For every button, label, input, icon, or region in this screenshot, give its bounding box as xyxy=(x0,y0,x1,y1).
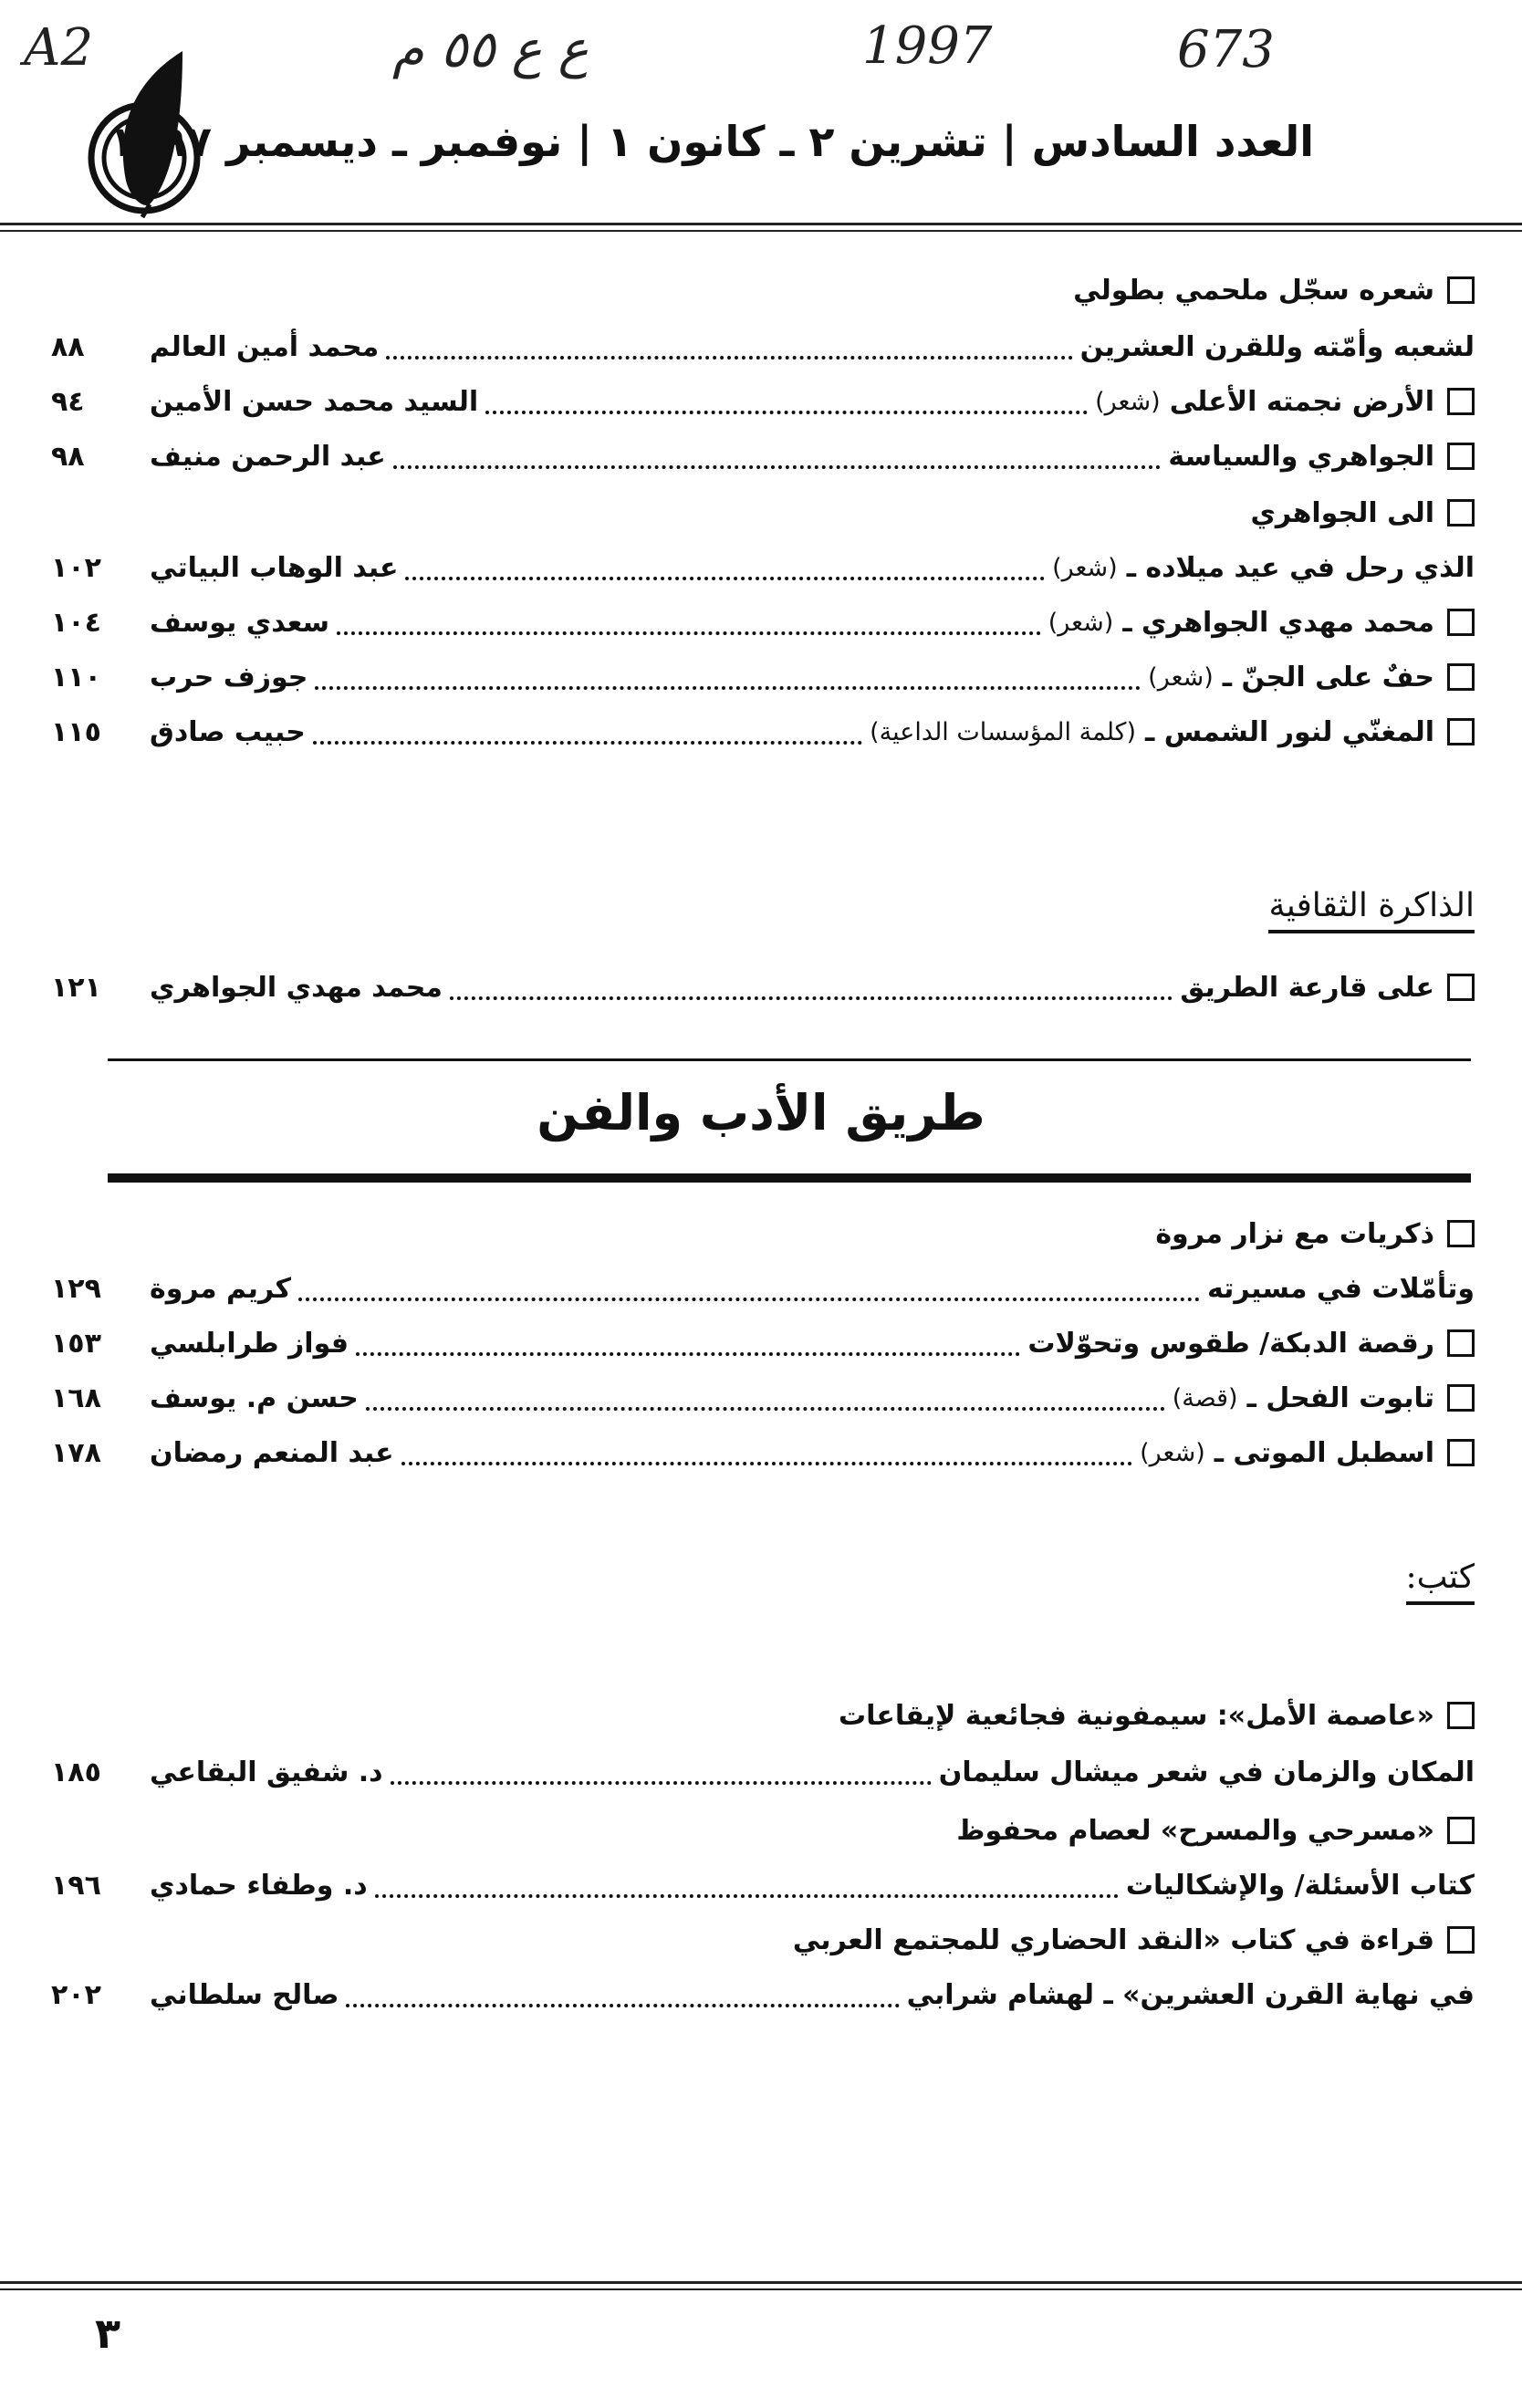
entry-title: المغنّي لنور الشمس ـ xyxy=(1145,715,1434,748)
toc-group-literature xyxy=(51,1208,1475,1491)
toc-entry[interactable] xyxy=(51,376,1475,427)
entry-title: وتأمّلات في مسيرته xyxy=(1206,1272,1475,1305)
section-heading-text: كتب: xyxy=(1405,1558,1475,1596)
page-number: ٣ xyxy=(95,2309,121,2358)
toc-entry[interactable] xyxy=(51,1969,1475,2020)
leader-dots xyxy=(386,347,1072,360)
entry-title: تابوت الفحل ـ xyxy=(1246,1381,1434,1414)
leader-dots xyxy=(337,622,1041,635)
entry-title: «عاصمة الأمل»: سيمفونية فجائعية لإيقاعات xyxy=(838,1699,1434,1732)
entry-page: ١٨٥ xyxy=(51,1756,101,1788)
entry-title: الجواهري والسياسة xyxy=(1168,440,1434,473)
entry-page: ٢٠٢ xyxy=(51,1978,101,2011)
toc-entry[interactable] xyxy=(51,1914,1475,1965)
entry-title: قراءة في كتاب «النقد الحضاري للمجتمع العربي xyxy=(792,1923,1434,1956)
entry-page: ١١٥ xyxy=(51,715,101,748)
leader-dots xyxy=(366,1398,1165,1411)
entry-genre-tag: (قصة) xyxy=(1172,1383,1238,1412)
toc-entry[interactable] xyxy=(51,1427,1475,1478)
checkbox-icon xyxy=(1447,1329,1475,1357)
entry-author: السيد محمد حسن الأمين xyxy=(150,385,479,418)
toc-entry[interactable] xyxy=(51,1208,1475,1259)
entry-author: عبد الوهاب البياتي xyxy=(150,551,399,584)
entry-title: حفٌ على الجنّ ـ xyxy=(1222,661,1434,693)
checkbox-icon xyxy=(1447,1817,1475,1844)
checkbox-icon xyxy=(1447,276,1475,304)
heading-underline xyxy=(1406,1601,1475,1605)
entry-genre-tag: (شعر) xyxy=(1048,608,1114,637)
section-heading-cultural-memory xyxy=(1268,887,1475,924)
entry-title: على قارعة الطريق xyxy=(1180,971,1434,1004)
entry-page: ١٢٩ xyxy=(51,1272,101,1305)
leader-dots xyxy=(405,568,1045,580)
leader-dots xyxy=(450,987,1173,1000)
header-rule-top xyxy=(0,223,1522,225)
toc-entry[interactable] xyxy=(51,962,1475,1013)
toc-group-books xyxy=(51,1690,1475,2037)
entry-title: المكان والزمان في شعر ميشال سليمان xyxy=(938,1756,1475,1788)
entry-author: حبيب صادق xyxy=(150,715,306,748)
entry-genre-tag: (شعر) xyxy=(1095,387,1161,416)
leader-dots xyxy=(298,1288,1200,1301)
entry-page: ٨٨ xyxy=(51,330,85,363)
toc-entry[interactable] xyxy=(51,706,1475,757)
toc-entry[interactable] xyxy=(51,1372,1475,1423)
entry-page: ١٧٨ xyxy=(51,1436,101,1469)
entry-title: الأرض نجمته الأعلى xyxy=(1169,385,1434,418)
checkbox-icon xyxy=(1447,388,1475,415)
entry-title: محمد مهدي الجواهري ـ xyxy=(1122,606,1434,639)
handwritten-archive-mark: A2 xyxy=(24,18,94,78)
heading-underline xyxy=(1268,930,1475,933)
entry-author: كريم مروة xyxy=(150,1272,291,1305)
entry-page: ١٦٨ xyxy=(51,1381,101,1414)
toc-entry[interactable] xyxy=(51,542,1475,593)
toc-entry[interactable] xyxy=(51,1805,1475,1856)
checkbox-icon xyxy=(1447,1220,1475,1247)
entry-title: شعره سجّل ملحمي بطولي xyxy=(1073,274,1434,307)
entry-title: الى الجواهري xyxy=(1250,496,1434,529)
leader-dots xyxy=(485,401,1088,414)
leader-dots xyxy=(313,732,862,745)
entry-genre-tag: (شعر) xyxy=(1052,553,1118,582)
toc-entry[interactable] xyxy=(51,1263,1475,1314)
checkbox-icon xyxy=(1447,663,1475,691)
toc-entry[interactable] xyxy=(51,1746,1475,1798)
entry-author: فواز طرابلسي xyxy=(150,1327,349,1360)
toc-group-1 xyxy=(51,265,1475,757)
checkbox-icon xyxy=(1447,609,1475,636)
entry-title: ذكريات مع نزار مروة xyxy=(1155,1217,1434,1250)
toc-entry[interactable] xyxy=(51,431,1475,482)
entry-page: ٩٤ xyxy=(51,385,85,418)
entry-title: الذي رحل في عيد ميلاده ـ xyxy=(1126,551,1475,584)
section-heading-books xyxy=(1406,1558,1475,1596)
leader-dots xyxy=(393,456,1162,469)
toc-group-cultural-memory xyxy=(51,962,1475,1016)
entry-author: د. وطفاء حمادي xyxy=(150,1869,368,1902)
checkbox-icon xyxy=(1447,499,1475,526)
entry-genre-tag: (شعر) xyxy=(1148,662,1214,692)
entry-author: حسن م. يوسف xyxy=(150,1381,359,1414)
entry-author: سعدي يوسف xyxy=(150,606,330,639)
leader-dots xyxy=(346,1995,899,2007)
entry-page: ٩٨ xyxy=(51,440,85,473)
checkbox-icon xyxy=(1447,718,1475,745)
entry-page: ١١٠ xyxy=(51,661,101,693)
leader-dots xyxy=(356,1343,1020,1356)
entry-genre-tag: (كلمة المؤسسات الداعية) xyxy=(870,717,1137,746)
entry-author: محمد أمين العالم xyxy=(150,330,380,363)
entry-genre-tag: (شعر) xyxy=(1140,1438,1205,1467)
checkbox-icon xyxy=(1447,1926,1475,1954)
toc-entry[interactable] xyxy=(51,1690,1475,1741)
checkbox-icon xyxy=(1447,1384,1475,1412)
handwritten-code: ع ع ٥٥ م xyxy=(392,20,589,79)
entry-page: ١٥٣ xyxy=(51,1327,101,1360)
toc-entry[interactable] xyxy=(51,1318,1475,1369)
checkbox-icon xyxy=(1447,1439,1475,1466)
entry-page: ١٠٢ xyxy=(51,551,101,584)
footer-rule-top xyxy=(0,2281,1522,2284)
footer-rule-bottom xyxy=(0,2288,1522,2290)
entry-author: د. شفيق البقاعي xyxy=(150,1756,383,1788)
entry-author: محمد مهدي الجواهري xyxy=(150,971,443,1004)
entry-author: جوزف حرب xyxy=(150,661,308,693)
entry-title: في نهاية القرن العشرين» ـ لهشام شرابي xyxy=(906,1978,1475,2011)
section-heading-text: الذاكرة الثقافية xyxy=(1268,887,1475,924)
entry-title: «مسرحي والمسرح» لعصام محفوظ xyxy=(956,1814,1434,1847)
entry-title: كتاب الأسئلة/ والإشكاليات xyxy=(1125,1869,1475,1902)
leader-dots xyxy=(315,677,1141,690)
entry-author: عبد الرحمن منيف xyxy=(150,440,386,473)
checkbox-icon xyxy=(1447,1702,1475,1729)
toc-entry[interactable] xyxy=(51,321,1475,372)
entry-title: اسطبل الموتى ـ xyxy=(1214,1436,1434,1469)
entry-page: ١٩٦ xyxy=(51,1869,101,1902)
section-rule-top xyxy=(108,1058,1471,1061)
leader-dots xyxy=(401,1453,1133,1465)
leader-dots xyxy=(391,1772,932,1785)
entry-page: ١٠٤ xyxy=(51,606,101,639)
toc-entry[interactable] xyxy=(51,652,1475,703)
toc-entry[interactable] xyxy=(51,265,1475,316)
checkbox-icon xyxy=(1447,974,1475,1001)
checkbox-icon xyxy=(1447,443,1475,470)
section-title-literature: طريق الأدب والفن xyxy=(537,1084,985,1141)
entry-title: رقصة الدبكة/ طقوس وتحوّلات xyxy=(1027,1327,1434,1360)
header-rule-bottom xyxy=(0,230,1522,232)
entry-page: ١٢١ xyxy=(51,971,101,1004)
section-rule-bottom xyxy=(108,1173,1471,1183)
entry-title: لشعبه وأمّته وللقرن العشرين xyxy=(1079,330,1475,363)
entry-author: صالح سلطاني xyxy=(150,1978,339,2011)
toc-entry[interactable] xyxy=(51,487,1475,538)
toc-entry[interactable] xyxy=(51,1860,1475,1911)
toc-entry[interactable] xyxy=(51,597,1475,648)
handwritten-number: 673 xyxy=(1177,20,1275,79)
handwritten-year: 1997 xyxy=(862,16,993,76)
issue-line: العدد السادس | تشرين ٢ ـ كانون ١ | نوفمبر ـ ديسمبر ١٩٩٧ xyxy=(109,117,1314,166)
entry-author: عبد المنعم رمضان xyxy=(150,1436,394,1469)
leader-dots xyxy=(375,1885,1119,1898)
